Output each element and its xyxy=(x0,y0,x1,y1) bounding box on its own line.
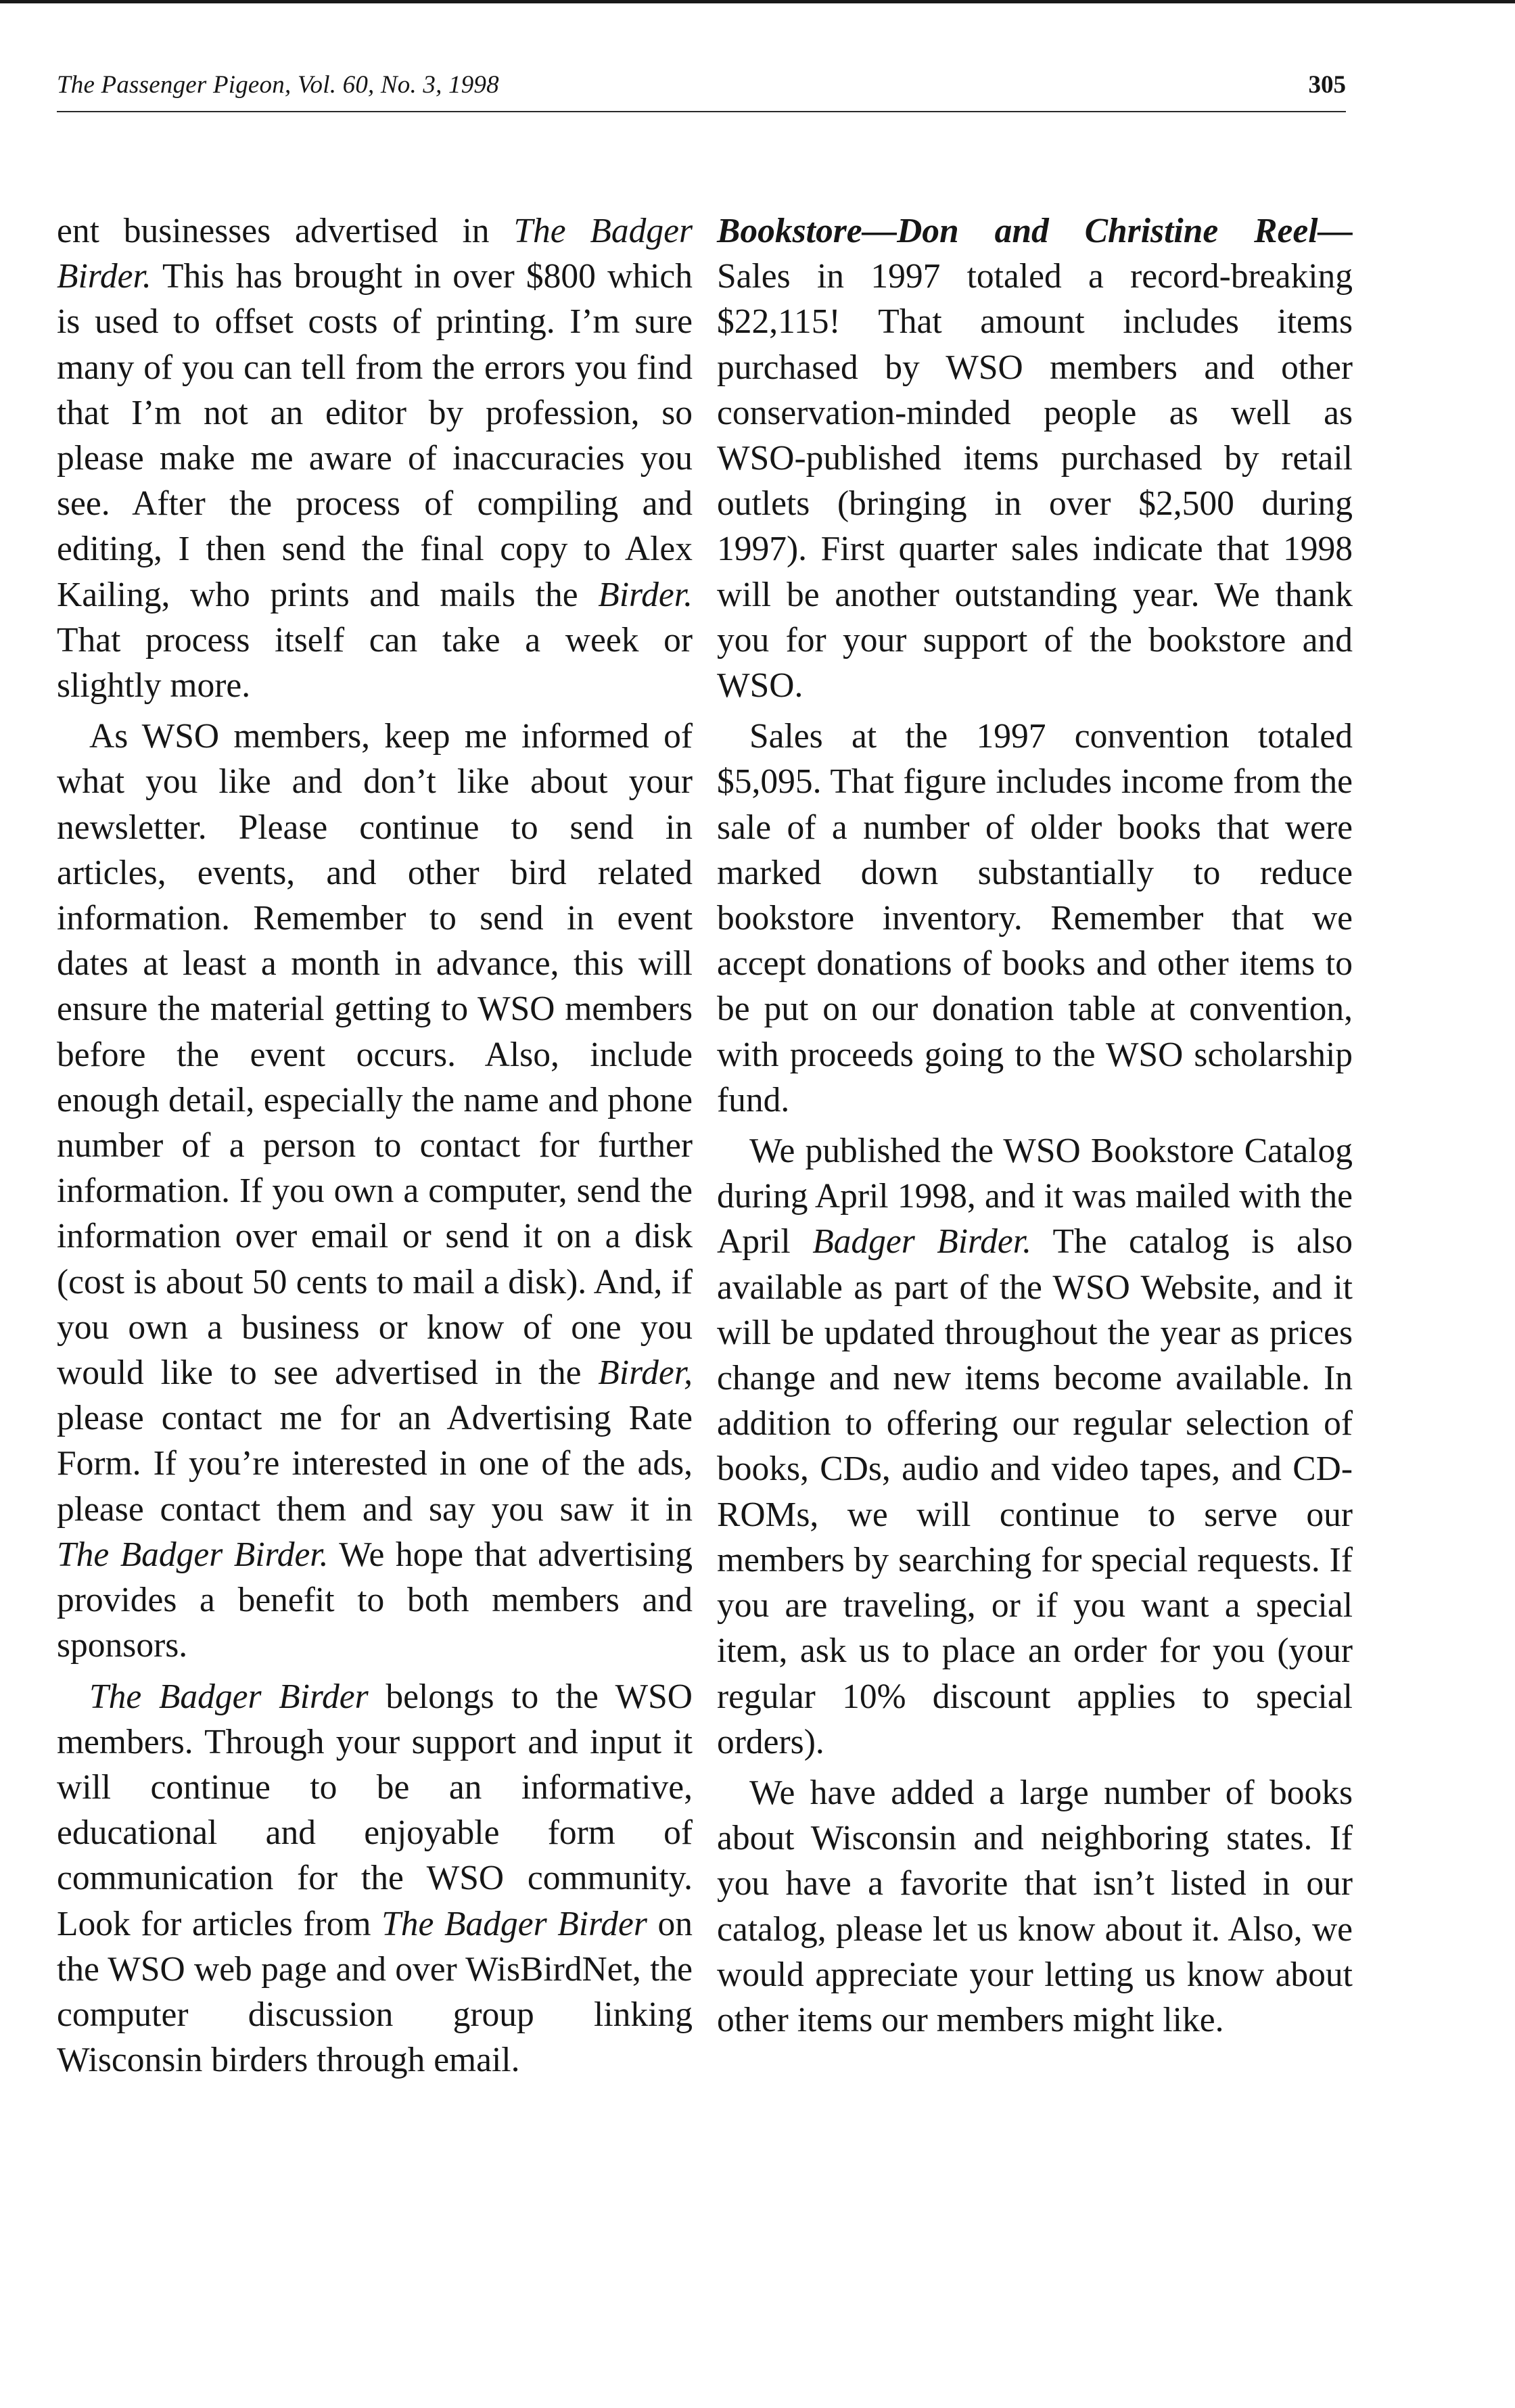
text-run: belongs to the WSO members. Through your support and input it will continue to be an informative, educational and enjoyable form of communication for the WSO community. Look for articles from xyxy=(57,1677,693,1943)
left-column xyxy=(57,208,693,2083)
paragraph-newsletter-ads xyxy=(57,208,693,708)
running-head xyxy=(57,70,1346,111)
publication-title: Birder, xyxy=(598,1353,693,1393)
publication-title: Badger Birder. xyxy=(812,1222,1031,1261)
section-heading-bookstore: Bookstore—Don and Christine Reel— xyxy=(717,212,1353,250)
publication-title: The Badger Birder xyxy=(381,1904,647,1943)
text-run: The catalog is also available as part of the WSO Website, and it will be updated throughout the year as prices change and new items become available. In addition to offering our regular selection of books, CDs, audio and video tapes, and CD-ROMs, we will continue to serve our members by searching for special requests. If you are traveling, or if you want a special item, ask us to place an order for you (your regular 10% discount applies to special orders). xyxy=(717,1222,1353,1761)
text-run: please contact me for an Advertising Rate Form. If you’re interested in one of the ads, please contact them and say you saw it in xyxy=(57,1399,693,1529)
publication-title: Birder. xyxy=(598,575,693,614)
right-column xyxy=(717,208,1353,2043)
top-border-rule xyxy=(0,0,1515,3)
text-run: on the WSO web page and over WisBirdNet, the computer discussion group linking Wisconsin birders through email. xyxy=(57,1904,693,2080)
text-run: As WSO members, keep me informed of what you like and don’t like about your newsletter. Please continue to send in articles, events, and other bird related information. Remember to send in event dates at least a month in advance, this will ensure the material getting to WSO members before the event occurs. Also, include enough detail, especially the name and phone number of a person to contact for further information. If you own a computer, send the information over email or send it on a disk (cost is about 50 cents to mail a disk). And, if you own a business or know of one you would like to see advertised in the xyxy=(57,717,693,1393)
journal-citation: The Passenger Pigeon, Vol. 60, No. 3, 1998 xyxy=(57,71,499,99)
text-run: We hope that advertising provides a benefit to both members and sponsors. xyxy=(57,1535,693,1665)
page-number: 305 xyxy=(1308,71,1346,99)
publication-title: The Badger Birder. xyxy=(57,1535,329,1574)
publication-title: The Badger Birder xyxy=(89,1677,369,1716)
text-run: Sales in 1997 totaled a record-breaking $22,115! That amount includes items purchased by WSO members and other conservation-minded people as well as WSO-published items purchased by retail outlets (bringing in over $2,500 during 1997). First quarter sales indicate that 1998 will be another outstanding year. We thank you for your support of the bookstore and WSO. xyxy=(717,257,1353,705)
text-run: That process itself can take a week or slightly more. xyxy=(57,620,693,705)
text-run: This has brought in over $800 which is used to offset costs of printing. I’m sure many of you can tell from the errors you find that I’m not an editor by profession, so please make me aware of inaccuracies you see. After the process of compiling and editing, I then send the final copy to Alex Kailing, who prints and mails the xyxy=(57,257,693,614)
header-rule xyxy=(57,111,1346,112)
paragraph-badger-birder-community xyxy=(57,1674,693,2083)
text-run: ent businesses advertised in xyxy=(57,212,514,250)
paragraph-member-requests xyxy=(57,714,693,1668)
paragraph-bookstore-catalog xyxy=(717,1128,1353,1765)
text-run: We published the WSO Bookstore Catalog during April 1998, and it was mailed with the April xyxy=(717,1132,1353,1261)
paragraph-bookstore-sales xyxy=(717,208,1353,708)
paragraph-wisconsin-books: We have added a large number of books about Wisconsin and neighboring states. If you have a favorite that isn’t listed in our catalog, please let us know about it. Also, we would appreciate your letting us know about other items our members might like. xyxy=(717,1773,1353,2039)
publication-title: The Badger Birder. xyxy=(57,212,693,296)
paragraph-convention-sales: Sales at the 1997 convention totaled $5,095. That figure includes income from the sale of a number of older books that were marked down substantially to reduce bookstore inventory. Remember that we accept donations of books and other items to be put on our donation table at convention, with proceeds going to the WSO scholarship fund. xyxy=(717,717,1353,1119)
